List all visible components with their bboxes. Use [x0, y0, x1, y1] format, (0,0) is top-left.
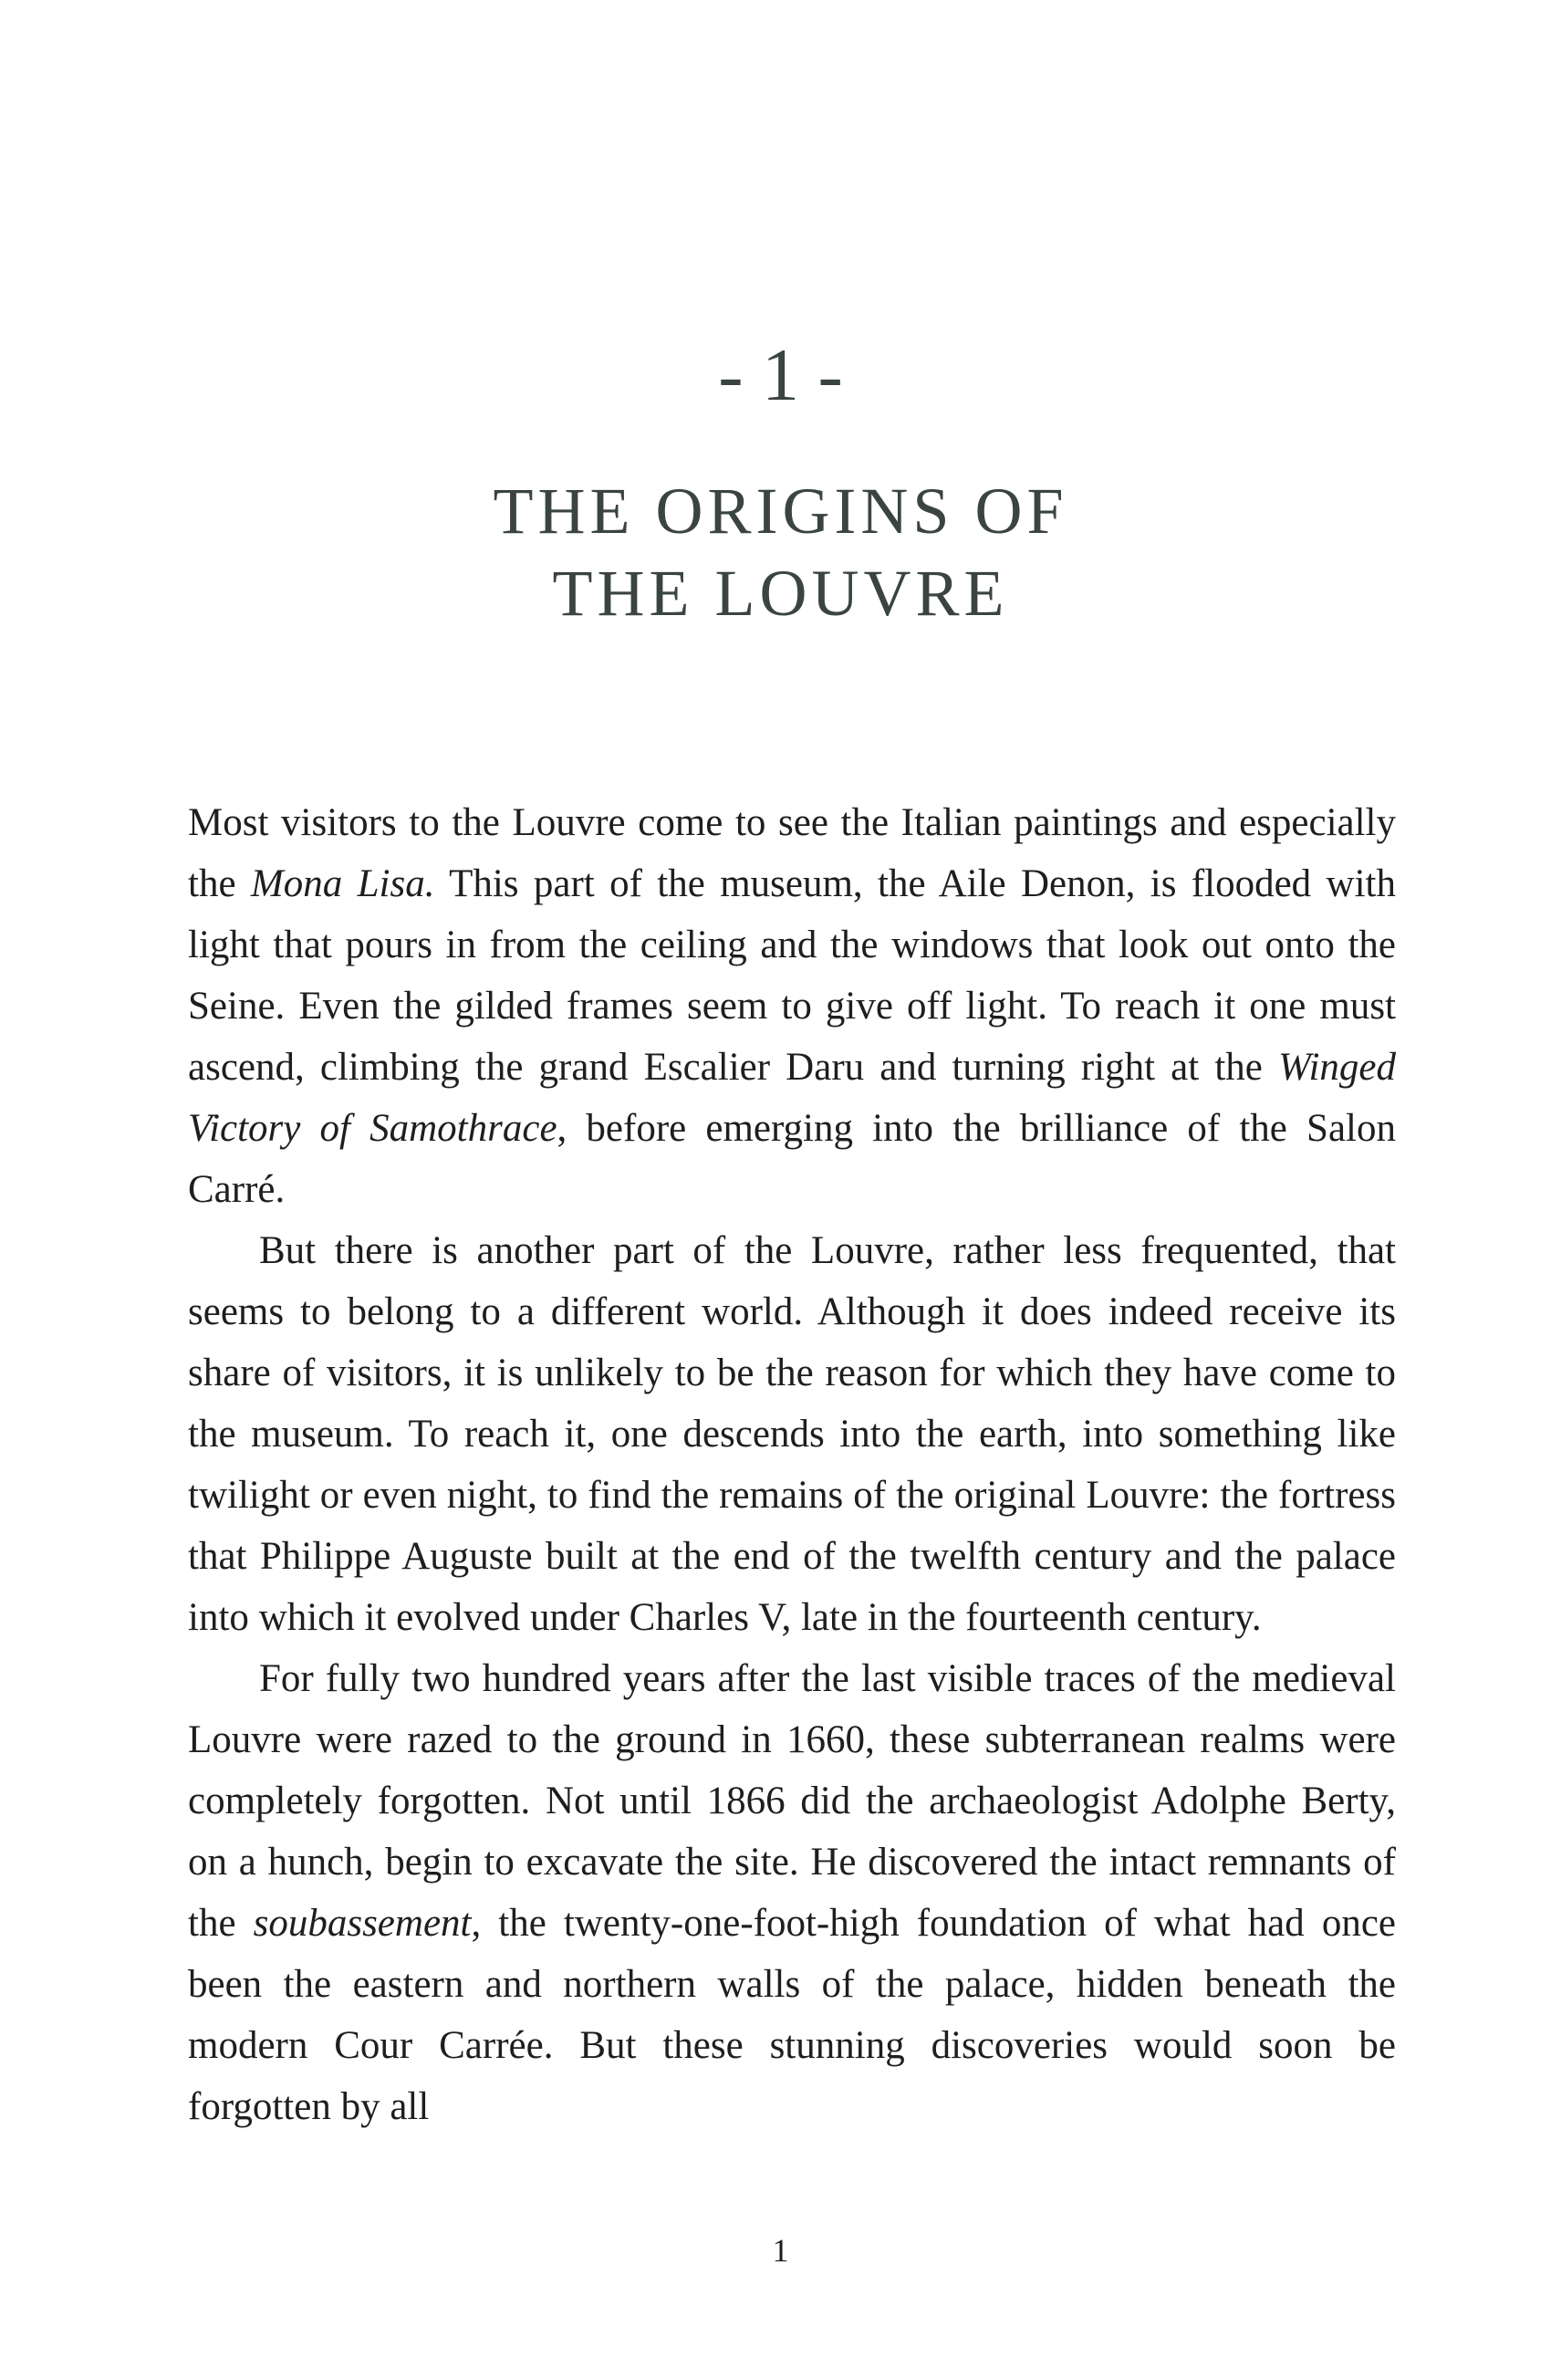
- body-text: [188, 792, 1396, 2137]
- paragraph-1-part-c: , before emerging into the brilliance of the Salon Carré.: [188, 1107, 1396, 1211]
- paragraph-3-part-a: For fully two hundred years after the last visible traces of the medieval Louvre were razed to the ground in 1660, these subterranean realms were completely forgotten. Not until 1866 did the archaeologist Adolphe Berty, on a hunch, begin to excavate the site. He discovered the intact remnants of the: [188, 1657, 1396, 1945]
- paragraph-1-part-b: This part of the museum, the Aile Denon, is flooded with light that pours in from the ceiling and the windows that look out onto the Seine. Even the gilded frames seem to give off light. To reach it one must ascend, climbing the grand Escalier Daru and turning right at the: [188, 862, 1396, 1089]
- paragraph-3-part-b: , the twenty-one-foot-high foundation of what had once been the eastern and northern walls of the palace, hidden beneath the modern Cour Carrée. But these stunning discoveries would soon be forgotten by all: [188, 1902, 1396, 2128]
- chapter-title-line-2: THE LOUVRE: [552, 557, 1009, 630]
- chapter-title: [0, 470, 1561, 634]
- chapter-number: - 1 -: [718, 333, 843, 416]
- paragraph-1-part-a: Most visitors to the Louvre come to see the Italian paintings and especially the: [188, 801, 1396, 905]
- paragraph-2: But there is another part of the Louvre, rather less frequented, that seems to belong to a different world. Although it does indeed receive its share of visitors, it is unlikely to be the reason for which they have come to the museum. To reach it, one descends into the earth, into something like twilight or even night, to find the remains of the original Louvre: the fortress that Philippe Auguste built at the end of the twelfth century and the palace into which it evolved under Charles V, late in the fourteenth century.: [188, 1229, 1396, 1639]
- paragraph-1: [188, 792, 1396, 1220]
- italic-title-winged-victory: Winged Victory of Samothrace: [188, 1046, 1396, 1150]
- italic-term-soubassement: soubassement: [253, 1902, 472, 1945]
- chapter-title-line-1: THE ORIGINS OF: [493, 475, 1068, 548]
- paragraph-3: [188, 1648, 1396, 2137]
- italic-title-mona-lisa: Mona Lisa.: [250, 862, 435, 905]
- page-number: 1: [772, 2232, 789, 2269]
